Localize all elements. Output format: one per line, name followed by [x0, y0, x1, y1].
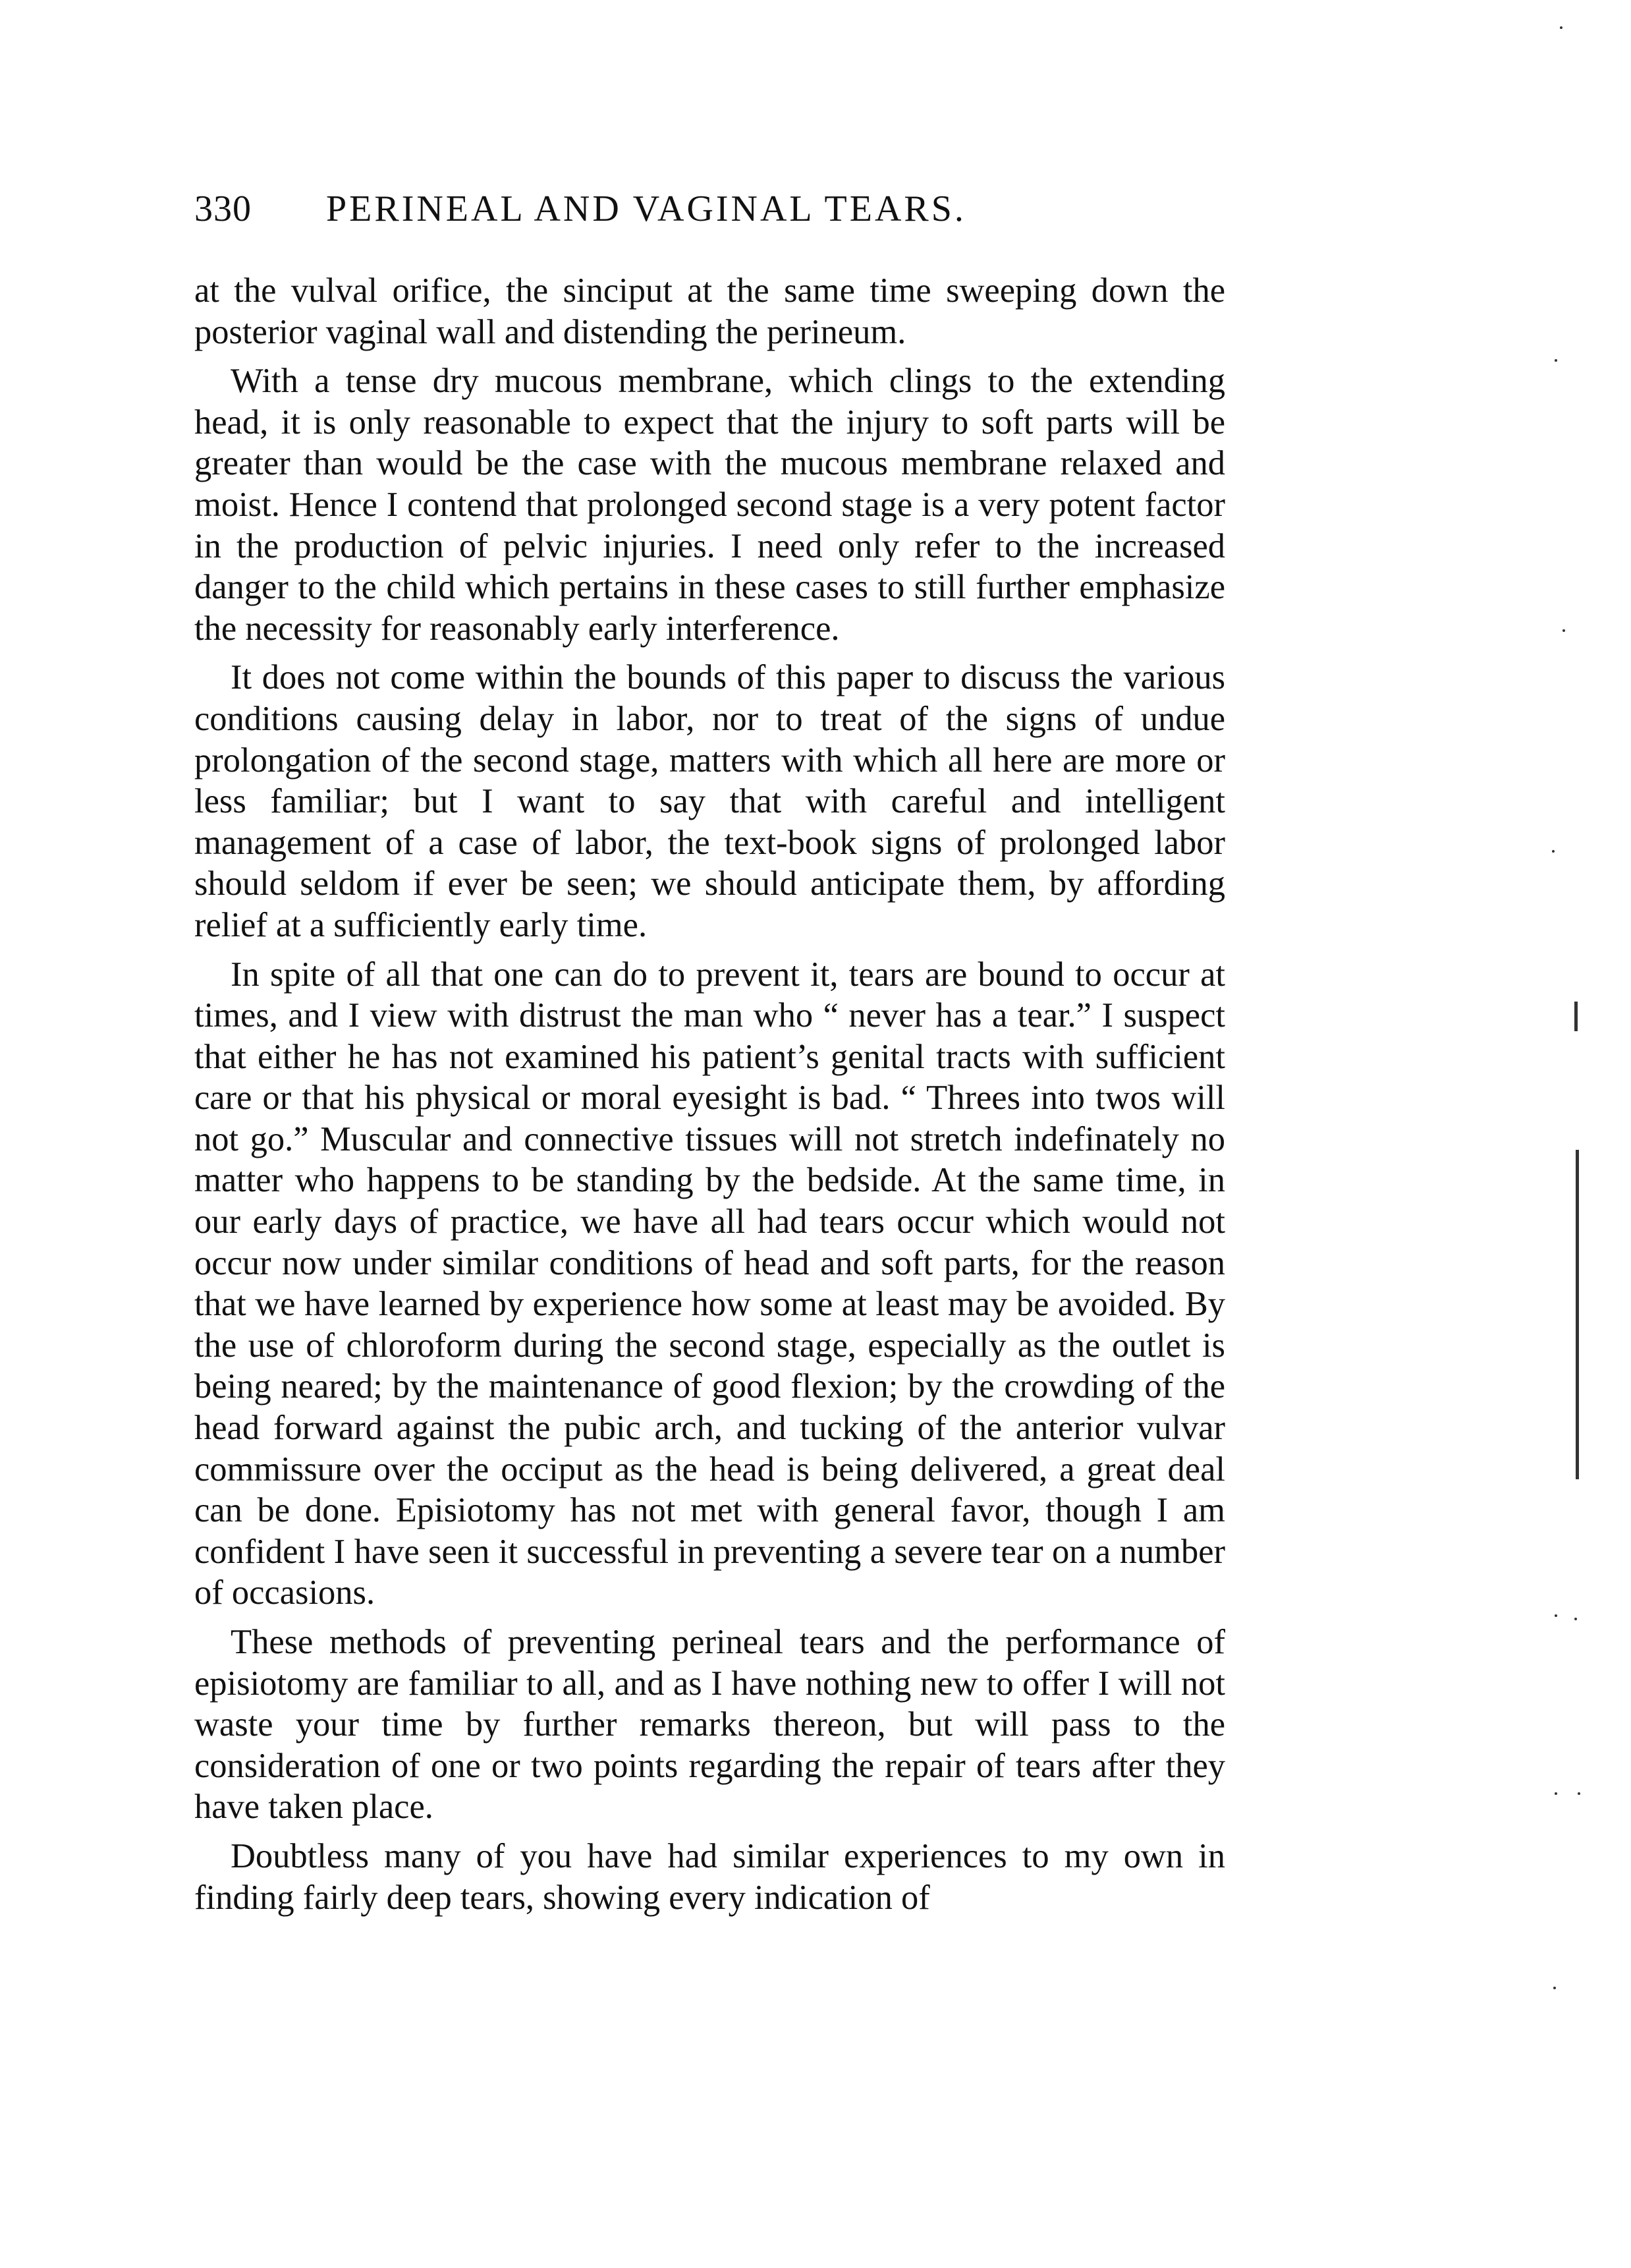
- scan-speck: [1560, 26, 1562, 29]
- paragraph: In spite of all that one can do to prevent it, tears are bound to occur at times, and I view with distrust the man who “ never has a tear.” I suspect that either he has not examined his patient’s genital tracts with sufficient care or that his physical or moral eyesight is bad. “ Threes into twos will not go.” Muscular and connective tissues will not stretch indefinately no matter who happens to be standing by the bedside. At the same time, in our early days of practice, we have all had tears occur which would not occur now under similar conditions of head and soft parts, for the reason that we have learned by experience how some at least may be avoided. By the use of chloroform during the second stage, especially as the outlet is being neared; by the maintenance of good flexion; by the crowding of the head forward against the pubic arch, and tucking of the anterior vulvar commissure over the occiput as the head is being delivered, a great deal can be done. Episiotomy has not met with general favor, though I am confident I have seen it successful in preventing a severe tear on a number of occasions.: [194, 955, 1225, 1612]
- scan-speck: [1574, 1618, 1577, 1620]
- paragraph: It does not come within the bounds of this paper to discuss the various conditions causing delay in labor, nor to treat of the signs of undue prolongation of the second stage, matters with which all here are more or less familiar; but I want to say that with careful and intelligent management of a case of labor, the text-book signs of prolonged labor should seldom if ever be seen; we should anticipate them, by affording relief at a sufficiently early time.: [194, 658, 1225, 944]
- scan-speck: [1555, 1614, 1557, 1617]
- body-text: [194, 270, 1225, 1926]
- paragraph: With a tense dry mucous membrane, which clings to the extending head, it is only reasonable to expect that the injury to soft parts will be greater than would be the case with the mucous membrane relaxed and moist. Hence I contend that prolonged second stage is a very potent factor in the production of pelvic injuries. I need only refer to the increased danger to the child which pertains in these cases to still further emphasize the necessity for reasonably early interference.: [194, 362, 1225, 648]
- scan-speck: [1562, 629, 1565, 632]
- scan-speck: [1555, 359, 1557, 362]
- running-title: PERINEAL AND VAGINAL TEARS.: [326, 188, 966, 229]
- scan-bar: [1576, 1150, 1579, 1479]
- margin-scan-marks: [1515, 0, 1631, 2268]
- page-number: 330: [194, 188, 252, 229]
- paragraph-continuation: at the vulval orifice, the sinciput at the same time sweeping down the posterior vaginal wall and distending the perineum.: [194, 271, 1225, 351]
- paragraph: These methods of preventing perineal tears and the performance of episiotomy are familiar to all, and as I have nothing new to offer I will not waste your time by further remarks thereon, but will pass to the consideration of one or two points regarding the repair of tears after they have taken place.: [194, 1623, 1225, 1827]
- scan-bar: [1574, 1002, 1578, 1031]
- scan-speck: [1578, 1792, 1580, 1795]
- scan-speck: [1552, 850, 1555, 853]
- paragraph: Doubtless many of you have had similar experiences to my own in finding fairly deep tears, showing every indication of: [194, 1836, 1225, 1917]
- scan-speck: [1555, 1792, 1557, 1795]
- page-header: [194, 188, 1222, 241]
- scan-speck: [1553, 1987, 1556, 1989]
